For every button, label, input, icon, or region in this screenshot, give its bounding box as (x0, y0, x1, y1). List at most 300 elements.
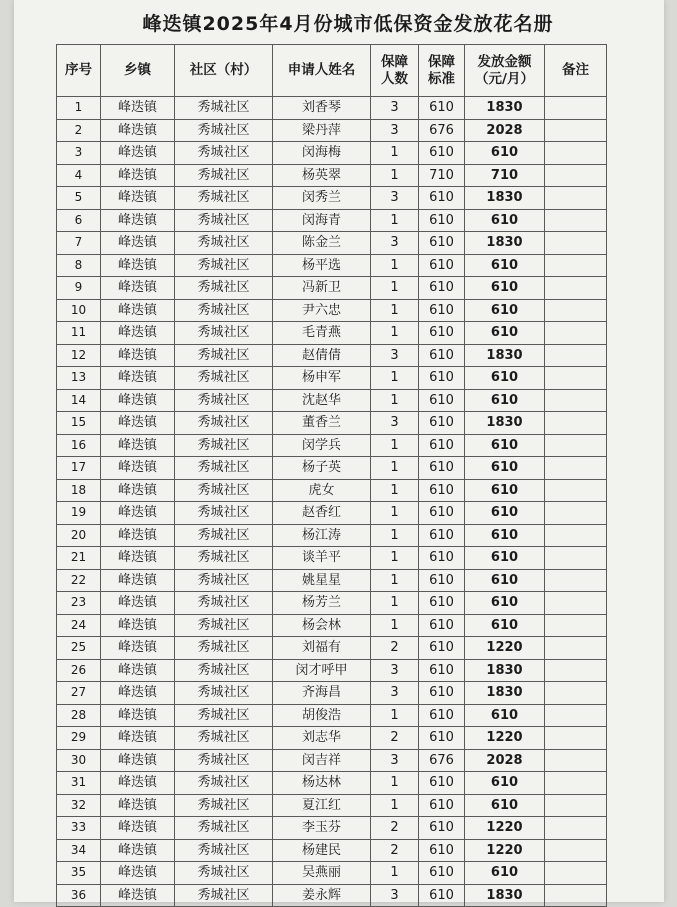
cell-amount: 610 (465, 524, 545, 547)
cell-remark (545, 839, 607, 862)
cell-amount: 1830 (465, 232, 545, 255)
cell-applicant-name: 赵倩倩 (273, 344, 371, 367)
cell-persons: 1 (371, 254, 419, 277)
table-header-row (57, 45, 607, 97)
cell-persons: 1 (371, 772, 419, 795)
cell-community: 秀城社区 (175, 502, 273, 525)
cell-persons: 3 (371, 232, 419, 255)
cell-standard: 610 (419, 682, 465, 705)
cell-seq: 21 (57, 547, 101, 570)
cell-applicant-name: 赵香红 (273, 502, 371, 525)
cell-applicant-name: 梁丹萍 (273, 119, 371, 142)
cell-persons: 1 (371, 277, 419, 300)
cell-community: 秀城社区 (175, 434, 273, 457)
cell-persons: 2 (371, 839, 419, 862)
cell-remark (545, 614, 607, 637)
cell-town: 峰迭镇 (101, 344, 175, 367)
cell-seq: 28 (57, 704, 101, 727)
cell-community: 秀城社区 (175, 524, 273, 547)
table-row (57, 749, 607, 772)
cell-seq: 15 (57, 412, 101, 435)
cell-town: 峰迭镇 (101, 884, 175, 907)
cell-amount: 1220 (465, 839, 545, 862)
cell-persons: 3 (371, 344, 419, 367)
cell-applicant-name: 闵学兵 (273, 434, 371, 457)
cell-town: 峰迭镇 (101, 232, 175, 255)
cell-applicant-name: 闵海青 (273, 209, 371, 232)
cell-town: 峰迭镇 (101, 659, 175, 682)
cell-seq: 32 (57, 794, 101, 817)
cell-persons: 3 (371, 659, 419, 682)
cell-town: 峰迭镇 (101, 142, 175, 165)
cell-community: 秀城社区 (175, 817, 273, 840)
cell-applicant-name: 刘香琴 (273, 97, 371, 120)
cell-remark (545, 389, 607, 412)
cell-seq: 17 (57, 457, 101, 480)
cell-remark (545, 749, 607, 772)
cell-remark (545, 772, 607, 795)
cell-standard: 610 (419, 254, 465, 277)
cell-seq: 6 (57, 209, 101, 232)
cell-amount: 610 (465, 299, 545, 322)
table-row (57, 884, 607, 907)
cell-seq: 13 (57, 367, 101, 390)
cell-standard: 610 (419, 367, 465, 390)
cell-standard: 610 (419, 322, 465, 345)
cell-persons: 1 (371, 614, 419, 637)
table-row (57, 862, 607, 885)
cell-persons: 1 (371, 389, 419, 412)
cell-community: 秀城社区 (175, 277, 273, 300)
cell-remark (545, 232, 607, 255)
table-row (57, 434, 607, 457)
cell-seq: 7 (57, 232, 101, 255)
table-row (57, 164, 607, 187)
cell-persons: 3 (371, 187, 419, 210)
cell-applicant-name: 杨江涛 (273, 524, 371, 547)
cell-amount: 610 (465, 502, 545, 525)
header-amount-line1: 发放金额 (477, 53, 532, 70)
cell-persons: 3 (371, 749, 419, 772)
cell-standard: 610 (419, 727, 465, 750)
cell-applicant-name: 杨平选 (273, 254, 371, 277)
cell-amount: 610 (465, 209, 545, 232)
table-row (57, 322, 607, 345)
table-row (57, 794, 607, 817)
table-row (57, 547, 607, 570)
cell-amount: 610 (465, 479, 545, 502)
cell-applicant-name: 虎女 (273, 479, 371, 502)
cell-remark (545, 254, 607, 277)
cell-amount: 610 (465, 862, 545, 885)
cell-seq: 4 (57, 164, 101, 187)
cell-amount: 610 (465, 254, 545, 277)
cell-community: 秀城社区 (175, 547, 273, 570)
cell-town: 峰迭镇 (101, 412, 175, 435)
cell-community: 秀城社区 (175, 389, 273, 412)
table-row (57, 277, 607, 300)
cell-remark (545, 502, 607, 525)
cell-community: 秀城社区 (175, 884, 273, 907)
header-persons-line1: 保障 (381, 53, 408, 70)
cell-persons: 2 (371, 817, 419, 840)
cell-community: 秀城社区 (175, 97, 273, 120)
cell-remark (545, 862, 607, 885)
cell-community: 秀城社区 (175, 592, 273, 615)
cell-standard: 610 (419, 502, 465, 525)
cell-remark (545, 794, 607, 817)
cell-town: 峰迭镇 (101, 727, 175, 750)
cell-standard: 676 (419, 119, 465, 142)
cell-community: 秀城社区 (175, 637, 273, 660)
cell-applicant-name: 姜永辉 (273, 884, 371, 907)
cell-amount: 610 (465, 614, 545, 637)
cell-remark (545, 142, 607, 165)
cell-applicant-name: 姚星星 (273, 569, 371, 592)
cell-amount: 1220 (465, 637, 545, 660)
cell-amount: 1830 (465, 884, 545, 907)
cell-amount: 1830 (465, 412, 545, 435)
cell-seq: 10 (57, 299, 101, 322)
cell-community: 秀城社区 (175, 232, 273, 255)
table-row (57, 704, 607, 727)
header-amount (465, 45, 545, 97)
cell-remark (545, 119, 607, 142)
header-town: 乡镇 (101, 45, 175, 97)
cell-amount: 610 (465, 277, 545, 300)
cell-applicant-name: 刘福有 (273, 637, 371, 660)
table-row (57, 614, 607, 637)
table-row (57, 299, 607, 322)
cell-standard: 610 (419, 569, 465, 592)
cell-remark (545, 209, 607, 232)
cell-town: 峰迭镇 (101, 772, 175, 795)
table-row (57, 367, 607, 390)
cell-remark (545, 277, 607, 300)
cell-persons: 1 (371, 704, 419, 727)
cell-applicant-name: 董香兰 (273, 412, 371, 435)
cell-remark (545, 457, 607, 480)
cell-standard: 610 (419, 97, 465, 120)
cell-remark (545, 187, 607, 210)
cell-amount: 1830 (465, 97, 545, 120)
cell-town: 峰迭镇 (101, 817, 175, 840)
cell-standard: 610 (419, 839, 465, 862)
cell-remark (545, 299, 607, 322)
cell-remark (545, 727, 607, 750)
cell-standard: 676 (419, 749, 465, 772)
cell-standard: 610 (419, 884, 465, 907)
cell-town: 峰迭镇 (101, 839, 175, 862)
cell-town: 峰迭镇 (101, 187, 175, 210)
cell-remark (545, 367, 607, 390)
header-standard-line2: 标准 (428, 70, 455, 87)
cell-town: 峰迭镇 (101, 749, 175, 772)
cell-applicant-name: 闵才呼甲 (273, 659, 371, 682)
cell-seq: 9 (57, 277, 101, 300)
cell-amount: 610 (465, 592, 545, 615)
cell-amount: 610 (465, 704, 545, 727)
cell-town: 峰迭镇 (101, 637, 175, 660)
table-row (57, 772, 607, 795)
cell-applicant-name: 齐海昌 (273, 682, 371, 705)
cell-applicant-name: 谈羊平 (273, 547, 371, 570)
cell-seq: 30 (57, 749, 101, 772)
header-applicant: 申请人姓名 (273, 45, 371, 97)
cell-standard: 610 (419, 187, 465, 210)
cell-town: 峰迭镇 (101, 119, 175, 142)
cell-standard: 610 (419, 412, 465, 435)
cell-applicant-name: 杨达林 (273, 772, 371, 795)
cell-seq: 3 (57, 142, 101, 165)
cell-applicant-name: 杨会林 (273, 614, 371, 637)
cell-standard: 610 (419, 817, 465, 840)
cell-town: 峰迭镇 (101, 164, 175, 187)
table-row (57, 344, 607, 367)
cell-persons: 1 (371, 367, 419, 390)
header-standard-line1: 保障 (428, 53, 455, 70)
cell-standard: 610 (419, 232, 465, 255)
cell-standard: 610 (419, 277, 465, 300)
table-row (57, 682, 607, 705)
cell-standard: 610 (419, 659, 465, 682)
cell-seq: 2 (57, 119, 101, 142)
cell-persons: 1 (371, 524, 419, 547)
cell-remark (545, 704, 607, 727)
cell-persons: 1 (371, 547, 419, 570)
cell-applicant-name: 李玉芬 (273, 817, 371, 840)
cell-community: 秀城社区 (175, 142, 273, 165)
table-row (57, 524, 607, 547)
cell-town: 峰迭镇 (101, 299, 175, 322)
cell-remark (545, 164, 607, 187)
cell-community: 秀城社区 (175, 772, 273, 795)
cell-community: 秀城社区 (175, 367, 273, 390)
cell-community: 秀城社区 (175, 254, 273, 277)
cell-applicant-name: 闵吉祥 (273, 749, 371, 772)
cell-applicant-name: 杨子英 (273, 457, 371, 480)
cell-applicant-name: 尹六忠 (273, 299, 371, 322)
cell-persons: 1 (371, 322, 419, 345)
cell-town: 峰迭镇 (101, 704, 175, 727)
cell-remark (545, 682, 607, 705)
table-row (57, 209, 607, 232)
cell-amount: 610 (465, 389, 545, 412)
cell-seq: 19 (57, 502, 101, 525)
table-row (57, 479, 607, 502)
cell-applicant-name: 冯新卫 (273, 277, 371, 300)
cell-applicant-name: 杨英翠 (273, 164, 371, 187)
cell-town: 峰迭镇 (101, 434, 175, 457)
table-row (57, 569, 607, 592)
cell-persons: 2 (371, 727, 419, 750)
cell-standard: 610 (419, 142, 465, 165)
table-row (57, 457, 607, 480)
cell-amount: 610 (465, 142, 545, 165)
cell-town: 峰迭镇 (101, 209, 175, 232)
cell-seq: 29 (57, 727, 101, 750)
cell-amount: 2028 (465, 749, 545, 772)
table-row (57, 592, 607, 615)
cell-applicant-name: 陈金兰 (273, 232, 371, 255)
cell-seq: 31 (57, 772, 101, 795)
cell-applicant-name: 刘志华 (273, 727, 371, 750)
cell-seq: 27 (57, 682, 101, 705)
cell-remark (545, 547, 607, 570)
document-sheet (14, 0, 664, 902)
table-row (57, 727, 607, 750)
cell-persons: 1 (371, 569, 419, 592)
cell-town: 峰迭镇 (101, 479, 175, 502)
cell-community: 秀城社区 (175, 209, 273, 232)
cell-community: 秀城社区 (175, 457, 273, 480)
cell-community: 秀城社区 (175, 187, 273, 210)
cell-standard: 610 (419, 434, 465, 457)
cell-applicant-name: 闵海梅 (273, 142, 371, 165)
cell-seq: 11 (57, 322, 101, 345)
cell-seq: 33 (57, 817, 101, 840)
cell-amount: 610 (465, 457, 545, 480)
cell-seq: 25 (57, 637, 101, 660)
header-community: 社区（村） (175, 45, 273, 97)
cell-standard: 610 (419, 389, 465, 412)
cell-applicant-name: 夏江红 (273, 794, 371, 817)
cell-applicant-name: 杨申军 (273, 367, 371, 390)
cell-town: 峰迭镇 (101, 592, 175, 615)
cell-applicant-name: 毛青燕 (273, 322, 371, 345)
cell-amount: 1830 (465, 682, 545, 705)
cell-remark (545, 592, 607, 615)
cell-persons: 3 (371, 412, 419, 435)
cell-amount: 610 (465, 322, 545, 345)
header-seq: 序号 (57, 45, 101, 97)
cell-remark (545, 97, 607, 120)
table-row (57, 232, 607, 255)
cell-standard: 610 (419, 479, 465, 502)
allowance-table (56, 44, 607, 907)
cell-persons: 1 (371, 479, 419, 502)
cell-applicant-name: 杨芳兰 (273, 592, 371, 615)
cell-persons: 1 (371, 434, 419, 457)
table-row (57, 817, 607, 840)
cell-community: 秀城社区 (175, 412, 273, 435)
table-row (57, 659, 607, 682)
cell-applicant-name: 胡俊浩 (273, 704, 371, 727)
cell-persons: 1 (371, 164, 419, 187)
cell-community: 秀城社区 (175, 299, 273, 322)
cell-amount: 610 (465, 434, 545, 457)
cell-town: 峰迭镇 (101, 794, 175, 817)
header-persons (371, 45, 419, 97)
cell-town: 峰迭镇 (101, 97, 175, 120)
cell-community: 秀城社区 (175, 614, 273, 637)
table-row (57, 412, 607, 435)
header-remark: 备注 (545, 45, 607, 97)
cell-remark (545, 637, 607, 660)
cell-standard: 610 (419, 704, 465, 727)
cell-community: 秀城社区 (175, 727, 273, 750)
table-row (57, 97, 607, 120)
cell-amount: 610 (465, 569, 545, 592)
cell-persons: 1 (371, 299, 419, 322)
cell-persons: 3 (371, 884, 419, 907)
cell-remark (545, 659, 607, 682)
cell-seq: 26 (57, 659, 101, 682)
header-standard (419, 45, 465, 97)
cell-standard: 610 (419, 209, 465, 232)
cell-persons: 1 (371, 502, 419, 525)
cell-persons: 3 (371, 119, 419, 142)
cell-amount: 1830 (465, 344, 545, 367)
cell-town: 峰迭镇 (101, 547, 175, 570)
cell-standard: 610 (419, 614, 465, 637)
table-body (57, 97, 607, 907)
cell-community: 秀城社区 (175, 344, 273, 367)
cell-community: 秀城社区 (175, 704, 273, 727)
cell-remark (545, 884, 607, 907)
cell-remark (545, 817, 607, 840)
cell-town: 峰迭镇 (101, 457, 175, 480)
cell-community: 秀城社区 (175, 119, 273, 142)
cell-remark (545, 344, 607, 367)
cell-community: 秀城社区 (175, 569, 273, 592)
document-title: 峰迭镇2025年4月份城市低保资金发放花名册 (142, 13, 554, 35)
cell-remark (545, 569, 607, 592)
cell-persons: 3 (371, 97, 419, 120)
cell-seq: 1 (57, 97, 101, 120)
cell-standard: 610 (419, 457, 465, 480)
cell-amount: 610 (465, 772, 545, 795)
cell-standard: 610 (419, 299, 465, 322)
cell-persons: 1 (371, 592, 419, 615)
cell-town: 峰迭镇 (101, 524, 175, 547)
cell-remark (545, 524, 607, 547)
cell-amount: 1830 (465, 187, 545, 210)
cell-persons: 1 (371, 457, 419, 480)
table-row (57, 187, 607, 210)
cell-seq: 35 (57, 862, 101, 885)
cell-community: 秀城社区 (175, 164, 273, 187)
cell-amount: 610 (465, 794, 545, 817)
cell-persons: 3 (371, 682, 419, 705)
cell-amount: 610 (465, 547, 545, 570)
cell-seq: 22 (57, 569, 101, 592)
cell-town: 峰迭镇 (101, 389, 175, 412)
cell-seq: 36 (57, 884, 101, 907)
cell-remark (545, 322, 607, 345)
cell-applicant-name: 杨建民 (273, 839, 371, 862)
cell-community: 秀城社区 (175, 749, 273, 772)
table-row (57, 637, 607, 660)
cell-standard: 610 (419, 862, 465, 885)
cell-persons: 1 (371, 142, 419, 165)
cell-town: 峰迭镇 (101, 569, 175, 592)
cell-seq: 20 (57, 524, 101, 547)
cell-persons: 1 (371, 209, 419, 232)
cell-town: 峰迭镇 (101, 322, 175, 345)
cell-standard: 610 (419, 524, 465, 547)
cell-persons: 1 (371, 794, 419, 817)
cell-standard: 610 (419, 637, 465, 660)
cell-standard: 610 (419, 772, 465, 795)
header-amount-line2: （元/月） (475, 70, 534, 87)
cell-standard: 710 (419, 164, 465, 187)
cell-remark (545, 479, 607, 502)
cell-town: 峰迭镇 (101, 277, 175, 300)
cell-community: 秀城社区 (175, 479, 273, 502)
cell-seq: 12 (57, 344, 101, 367)
cell-remark (545, 434, 607, 457)
